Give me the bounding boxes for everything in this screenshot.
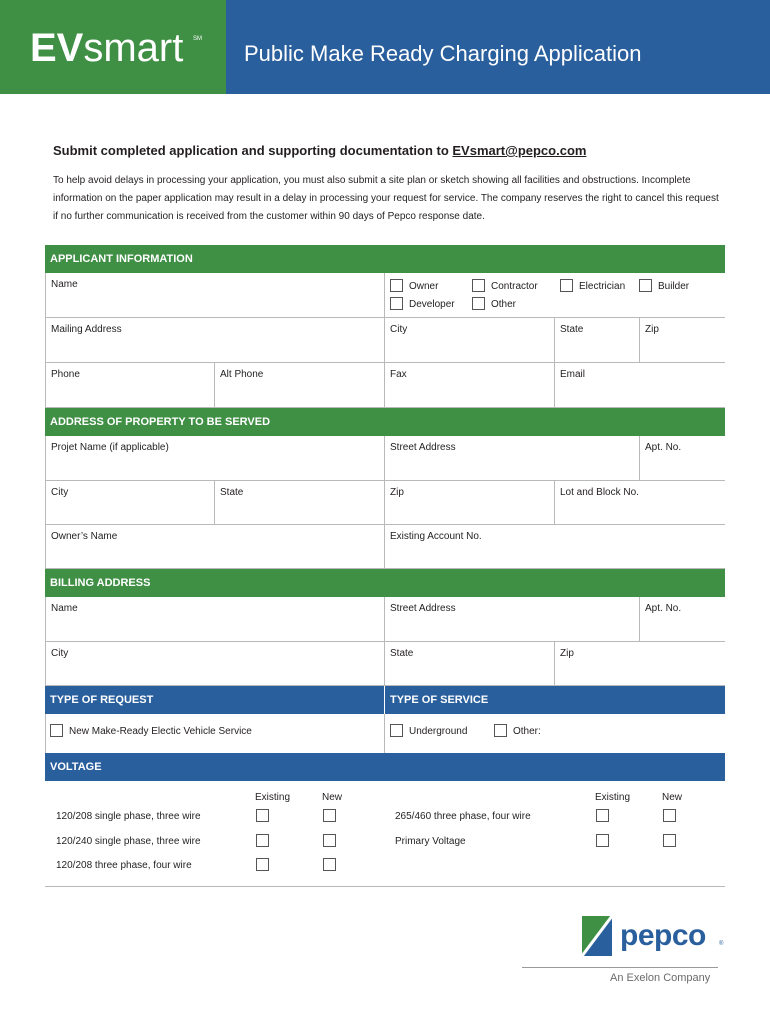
voltage-option-265-460-three: 265/460 three phase, four wire	[395, 811, 531, 822]
phone-label: Phone	[51, 369, 80, 380]
role-owner-checkbox[interactable]	[390, 279, 403, 292]
applicant-role-group	[385, 273, 725, 318]
lot-block-label: Lot and Block No.	[560, 487, 639, 498]
voltage-right-existing-header: Existing	[595, 792, 631, 803]
pepco-registered-mark: ®	[719, 941, 724, 947]
owners-name-field[interactable]	[45, 525, 385, 569]
email-label: Email	[560, 369, 586, 380]
applicant-zip-label: Zip	[645, 324, 659, 335]
billing-state-field[interactable]	[385, 642, 555, 686]
voltage-bottom-divider	[45, 886, 725, 887]
role-developer-label: Developer	[409, 299, 455, 310]
billing-city-label: City	[51, 648, 69, 659]
mailing-address-label: Mailing Address	[51, 324, 122, 335]
property-apt-label: Apt. No.	[645, 442, 682, 453]
billing-street-field[interactable]	[385, 597, 640, 642]
lot-block-field[interactable]	[555, 481, 725, 525]
logo-service-mark: SM	[193, 36, 202, 42]
submit-email-link[interactable]: EVsmart@pepco.com	[452, 143, 587, 158]
service-section-header: TYPE OF SERVICE	[385, 686, 725, 714]
pepco-wordmark: pepco	[620, 919, 706, 952]
mailing-address-field[interactable]	[45, 318, 385, 363]
voltage-option-120-208-single: 120/208 single phase, three wire	[56, 811, 201, 822]
alt-phone-field[interactable]	[215, 363, 385, 408]
submit-prefix: Submit completed application and supporting documentation to	[53, 143, 453, 158]
property-state-field[interactable]	[215, 481, 385, 525]
logo-smart: smart	[83, 26, 184, 70]
applicant-state-field[interactable]	[555, 318, 640, 363]
owners-name-label: Owner’s Name	[51, 531, 118, 542]
property-street-field[interactable]	[385, 436, 640, 481]
property-city-field[interactable]	[45, 481, 215, 525]
voltage-120-240-single-existing-checkbox[interactable]	[256, 834, 269, 847]
voltage-option-120-208-three: 120/208 three phase, four wire	[56, 860, 192, 871]
new-make-ready-checkbox[interactable]	[50, 724, 63, 737]
submit-instructions	[53, 143, 586, 158]
property-zip-field[interactable]	[385, 481, 555, 525]
role-builder-label: Builder	[658, 281, 690, 292]
existing-account-label: Existing Account No.	[390, 531, 482, 542]
role-other-label: Other	[491, 299, 517, 310]
voltage-120-208-three-new-checkbox[interactable]	[323, 858, 336, 871]
intro-paragraph: To help avoid delays in processing your application, you must also submit a site plan or sketch showing all facilities and obstructions. Incomplete information on the paper application may result in a delay in processing your request for service. The company reserves the right to cancel this request if no further communication is received from the customer within 90 days of Pepco response date.	[53, 175, 719, 222]
voltage-option-primary: Primary Voltage	[395, 836, 466, 847]
evsmart-logo	[30, 24, 183, 72]
project-name-label: Projet Name (if applicable)	[51, 442, 169, 453]
phone-field[interactable]	[45, 363, 215, 408]
applicant-city-field[interactable]	[385, 318, 555, 363]
voltage-120-208-three-existing-checkbox[interactable]	[256, 858, 269, 871]
applicant-section-header: APPLICANT INFORMATION	[45, 245, 725, 273]
applicant-state-label: State	[560, 324, 584, 335]
voltage-primary-new-checkbox[interactable]	[663, 834, 676, 847]
underground-label: Underground	[409, 726, 468, 737]
billing-section-header: BILLING ADDRESS	[45, 569, 725, 597]
voltage-265-460-existing-checkbox[interactable]	[596, 809, 609, 822]
underground-checkbox[interactable]	[390, 724, 403, 737]
voltage-section-header: VOLTAGE	[45, 753, 725, 781]
fax-field[interactable]	[385, 363, 555, 408]
billing-apt-label: Apt. No.	[645, 603, 682, 614]
voltage-primary-existing-checkbox[interactable]	[596, 834, 609, 847]
billing-city-field[interactable]	[45, 642, 385, 686]
project-name-field[interactable]	[45, 436, 385, 481]
applicant-name-label: Name	[51, 279, 78, 290]
billing-state-label: State	[390, 648, 414, 659]
email-field[interactable]	[555, 363, 725, 408]
role-contractor-checkbox[interactable]	[472, 279, 485, 292]
page-title: Public Make Ready Charging Application	[244, 41, 642, 66]
existing-account-field[interactable]	[385, 525, 725, 569]
alt-phone-label: Alt Phone	[220, 369, 264, 380]
pepco-tagline: An Exelon Company	[610, 972, 711, 984]
role-builder-checkbox[interactable]	[639, 279, 652, 292]
property-street-label: Street Address	[390, 442, 456, 453]
voltage-left-existing-header: Existing	[255, 792, 291, 803]
fax-label: Fax	[390, 369, 407, 380]
pepco-logo-mark-icon	[582, 916, 612, 956]
role-owner-label: Owner	[409, 281, 439, 292]
billing-apt-field[interactable]	[640, 597, 725, 642]
service-other-checkbox[interactable]	[494, 724, 507, 737]
property-zip-label: Zip	[390, 487, 404, 498]
pepco-divider	[522, 967, 718, 968]
applicant-city-label: City	[390, 324, 408, 335]
new-make-ready-label: New Make-Ready Electic Vehicle Service	[69, 726, 252, 737]
property-apt-field[interactable]	[640, 436, 725, 481]
billing-zip-label: Zip	[560, 648, 574, 659]
logo-ev: EV	[30, 26, 84, 70]
voltage-265-460-new-checkbox[interactable]	[663, 809, 676, 822]
service-other-label: Other:	[513, 726, 541, 737]
voltage-left-new-header: New	[322, 792, 343, 803]
applicant-name-field[interactable]	[45, 273, 385, 318]
property-city-label: City	[51, 487, 69, 498]
billing-name-field[interactable]	[45, 597, 385, 642]
page-header	[0, 0, 770, 94]
voltage-120-240-single-new-checkbox[interactable]	[323, 834, 336, 847]
billing-zip-field[interactable]	[555, 642, 725, 686]
role-electrician-label: Electrician	[579, 281, 626, 292]
voltage-120-208-single-existing-checkbox[interactable]	[256, 809, 269, 822]
voltage-120-208-single-new-checkbox[interactable]	[323, 809, 336, 822]
role-contractor-label: Contractor	[491, 281, 538, 292]
billing-name-label: Name	[51, 603, 78, 614]
voltage-option-120-240-single: 120/240 single phase, three wire	[56, 836, 201, 847]
voltage-right-new-header: New	[662, 792, 683, 803]
property-state-label: State	[220, 487, 244, 498]
applicant-zip-field[interactable]	[640, 318, 725, 363]
billing-street-label: Street Address	[390, 603, 456, 614]
role-developer-checkbox[interactable]	[390, 297, 403, 310]
property-section-header: ADDRESS OF PROPERTY TO BE SERVED	[45, 408, 725, 436]
role-electrician-checkbox[interactable]	[560, 279, 573, 292]
request-section-header: TYPE OF REQUEST	[45, 686, 384, 714]
role-other-checkbox[interactable]	[472, 297, 485, 310]
